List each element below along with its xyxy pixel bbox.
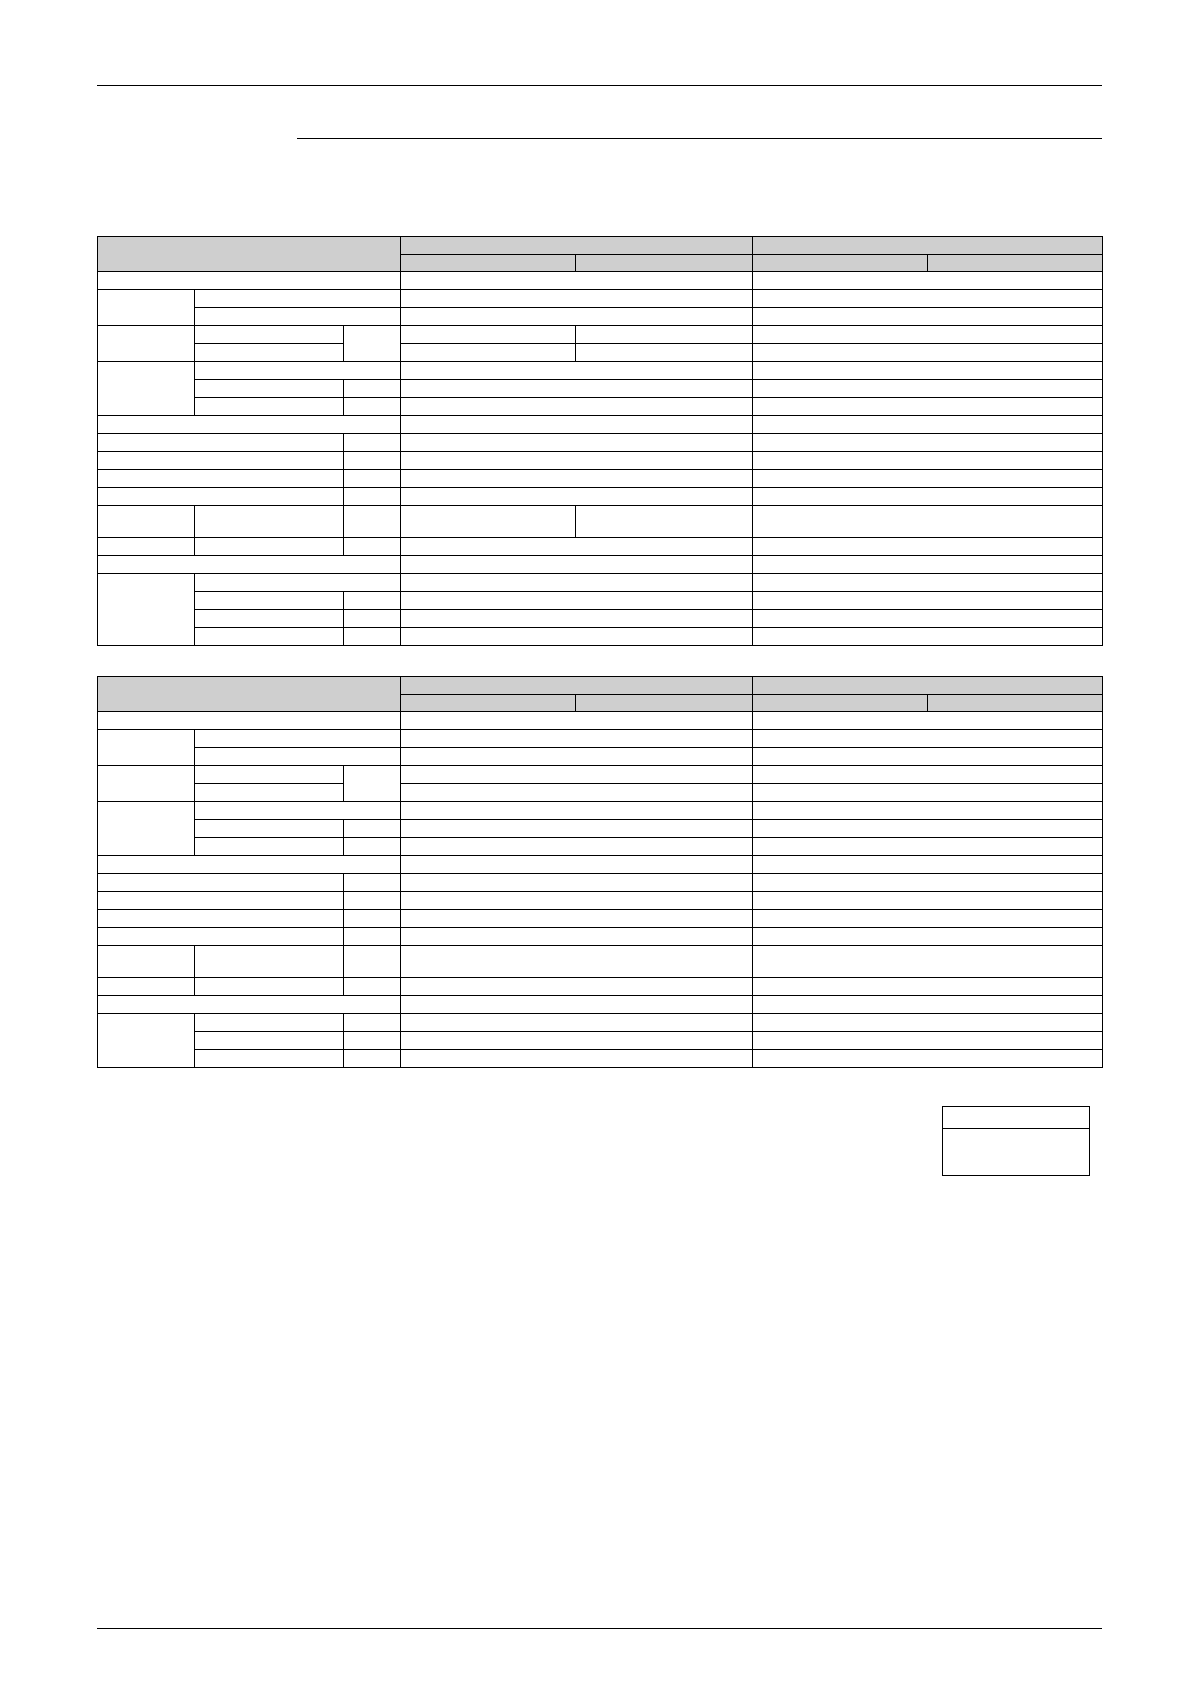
table-cell bbox=[576, 326, 753, 344]
table-cell bbox=[401, 1014, 753, 1032]
table-row bbox=[98, 308, 1103, 326]
table-row bbox=[98, 874, 1103, 892]
table-cell bbox=[401, 748, 753, 766]
table-cell bbox=[344, 874, 401, 892]
table-cell bbox=[401, 574, 753, 592]
table-cell bbox=[98, 978, 195, 996]
table-cell bbox=[98, 892, 344, 910]
column-group-1 bbox=[401, 237, 753, 255]
table-cell bbox=[344, 628, 401, 646]
table-cell bbox=[401, 538, 753, 556]
table-cell bbox=[401, 452, 753, 470]
table-row bbox=[98, 452, 1103, 470]
sub-column bbox=[928, 695, 1103, 712]
sub-column bbox=[576, 255, 753, 272]
table-cell bbox=[344, 538, 401, 556]
table-cell bbox=[401, 272, 753, 290]
table-row bbox=[98, 996, 1103, 1014]
column-group-1 bbox=[401, 677, 753, 695]
table-row bbox=[98, 326, 1103, 344]
table-cell bbox=[195, 1014, 344, 1032]
table-cell bbox=[98, 556, 401, 574]
footer-rule bbox=[97, 1628, 1102, 1629]
table-cell bbox=[401, 344, 576, 362]
table-row bbox=[98, 592, 1103, 610]
table-cell bbox=[401, 856, 753, 874]
table-cell bbox=[576, 344, 753, 362]
table-cell bbox=[98, 766, 195, 802]
table-cell bbox=[98, 362, 195, 416]
table-cell bbox=[753, 928, 1103, 946]
table-row bbox=[98, 628, 1103, 646]
table-cell bbox=[195, 290, 401, 308]
table-cell bbox=[401, 928, 753, 946]
table-row bbox=[98, 344, 1103, 362]
table-cell bbox=[753, 592, 1103, 610]
table-cell bbox=[401, 946, 753, 978]
table-cell bbox=[753, 628, 1103, 646]
table-cell bbox=[401, 416, 753, 434]
table-cell bbox=[98, 272, 401, 290]
table-row bbox=[98, 978, 1103, 996]
table-cell bbox=[98, 910, 344, 928]
table-cell bbox=[753, 1032, 1103, 1050]
table-row bbox=[98, 802, 1103, 820]
table-cell bbox=[195, 592, 344, 610]
table-cell bbox=[195, 1050, 344, 1068]
table-cell bbox=[344, 326, 401, 362]
table-cell bbox=[195, 362, 401, 380]
table-row bbox=[98, 856, 1103, 874]
table-cell bbox=[195, 506, 344, 538]
table-row bbox=[98, 362, 1103, 380]
table-row bbox=[98, 892, 1103, 910]
table-cell bbox=[98, 1014, 195, 1068]
table-cell bbox=[401, 996, 753, 1014]
table-row bbox=[98, 712, 1103, 730]
table-cell bbox=[98, 712, 401, 730]
table-cell bbox=[753, 784, 1103, 802]
table-cell bbox=[401, 1050, 753, 1068]
spec-table-1 bbox=[97, 236, 1103, 646]
table-cell bbox=[195, 308, 401, 326]
table-cell bbox=[401, 470, 753, 488]
table-row bbox=[98, 434, 1103, 452]
table-cell bbox=[401, 434, 753, 452]
table-cell bbox=[344, 434, 401, 452]
table-cell bbox=[401, 874, 753, 892]
table-cell bbox=[753, 802, 1103, 820]
header-rule bbox=[97, 85, 1102, 86]
table-cell bbox=[195, 748, 401, 766]
table-row bbox=[98, 380, 1103, 398]
table-cell bbox=[753, 1050, 1103, 1068]
table-row bbox=[98, 272, 1103, 290]
table-cell bbox=[401, 838, 753, 856]
sub-column bbox=[753, 695, 928, 712]
table-cell bbox=[98, 874, 344, 892]
table-cell bbox=[98, 290, 195, 326]
table-cell bbox=[344, 592, 401, 610]
table-cell bbox=[344, 838, 401, 856]
table-cell bbox=[753, 1014, 1103, 1032]
table-cell bbox=[195, 766, 344, 784]
table-cell bbox=[98, 996, 401, 1014]
note-box-title bbox=[943, 1107, 1089, 1129]
table-cell bbox=[753, 946, 1103, 978]
table-cell bbox=[344, 928, 401, 946]
table-cell bbox=[195, 838, 344, 856]
note-box-body bbox=[943, 1129, 1089, 1133]
table-row bbox=[98, 1014, 1103, 1032]
table-cell bbox=[344, 610, 401, 628]
table-cell bbox=[753, 978, 1103, 996]
table-cell bbox=[753, 892, 1103, 910]
table-cell bbox=[98, 434, 344, 452]
sub-column bbox=[753, 255, 928, 272]
table-cell bbox=[401, 326, 576, 344]
table-cell bbox=[344, 452, 401, 470]
table-cell bbox=[98, 416, 401, 434]
table-cell bbox=[195, 610, 344, 628]
table-cell bbox=[753, 452, 1103, 470]
table-cell bbox=[195, 538, 344, 556]
table-cell bbox=[401, 730, 753, 748]
table-row bbox=[98, 784, 1103, 802]
table-row bbox=[98, 910, 1103, 928]
table-row bbox=[98, 1032, 1103, 1050]
sub-column bbox=[928, 255, 1103, 272]
table-cell bbox=[401, 592, 753, 610]
table-cell bbox=[195, 946, 344, 978]
table-cell bbox=[344, 398, 401, 416]
note-box bbox=[942, 1106, 1090, 1176]
table-cell bbox=[753, 506, 1103, 538]
table-cell bbox=[195, 978, 344, 996]
table-cell bbox=[195, 802, 401, 820]
table-cell bbox=[344, 910, 401, 928]
table-cell bbox=[753, 416, 1103, 434]
table-cell bbox=[195, 820, 344, 838]
header-label-cell bbox=[98, 677, 401, 712]
table-row bbox=[98, 928, 1103, 946]
sub-column bbox=[576, 695, 753, 712]
table-cell bbox=[98, 470, 344, 488]
table-cell bbox=[753, 730, 1103, 748]
table-cell bbox=[753, 344, 1103, 362]
table-row bbox=[98, 610, 1103, 628]
table-cell bbox=[344, 488, 401, 506]
table-cell bbox=[753, 820, 1103, 838]
table-cell bbox=[401, 820, 753, 838]
table-cell bbox=[344, 978, 401, 996]
table-cell bbox=[98, 928, 344, 946]
table-cell bbox=[401, 628, 753, 646]
table-cell bbox=[753, 380, 1103, 398]
table-row bbox=[98, 416, 1103, 434]
section-title-underline bbox=[297, 138, 1102, 139]
table-cell bbox=[753, 470, 1103, 488]
table-cell bbox=[753, 556, 1103, 574]
table-cell bbox=[753, 874, 1103, 892]
table-cell bbox=[344, 946, 401, 978]
table-cell bbox=[401, 910, 753, 928]
table-row bbox=[98, 730, 1103, 748]
table-cell bbox=[401, 892, 753, 910]
sub-column bbox=[401, 695, 576, 712]
table-cell bbox=[753, 712, 1103, 730]
table-cell bbox=[195, 574, 401, 592]
table-cell bbox=[753, 574, 1103, 592]
table-cell bbox=[98, 574, 195, 646]
table-cell bbox=[98, 538, 195, 556]
table-cell bbox=[195, 628, 344, 646]
table-row bbox=[98, 838, 1103, 856]
table-cell bbox=[401, 506, 576, 538]
table-cell bbox=[98, 488, 344, 506]
table-row bbox=[98, 506, 1103, 538]
table-cell bbox=[98, 946, 195, 978]
table-cell bbox=[753, 272, 1103, 290]
table-cell bbox=[401, 488, 753, 506]
table-cell bbox=[753, 434, 1103, 452]
table-cell bbox=[753, 996, 1103, 1014]
table-cell bbox=[401, 1032, 753, 1050]
table-row bbox=[98, 748, 1103, 766]
column-group-2 bbox=[753, 237, 1103, 255]
table-cell bbox=[344, 1032, 401, 1050]
table-cell bbox=[195, 730, 401, 748]
table-cell bbox=[344, 820, 401, 838]
table-row bbox=[98, 538, 1103, 556]
table-cell bbox=[753, 308, 1103, 326]
table-row bbox=[98, 574, 1103, 592]
table-cell bbox=[401, 978, 753, 996]
table-cell bbox=[753, 838, 1103, 856]
table-cell bbox=[401, 610, 753, 628]
table-cell bbox=[401, 362, 753, 380]
table-row bbox=[98, 290, 1103, 308]
table-cell bbox=[195, 380, 344, 398]
table-cell bbox=[753, 326, 1103, 344]
table-cell bbox=[344, 506, 401, 538]
table-header-row bbox=[98, 237, 1103, 255]
header-label-cell bbox=[98, 237, 401, 272]
table-cell bbox=[401, 398, 753, 416]
table-cell bbox=[344, 1050, 401, 1068]
table-cell bbox=[344, 1014, 401, 1032]
column-group-2 bbox=[753, 677, 1103, 695]
table-cell bbox=[576, 506, 753, 538]
table-cell bbox=[98, 802, 195, 856]
table-cell bbox=[753, 856, 1103, 874]
table-cell bbox=[98, 506, 195, 538]
table-cell bbox=[753, 910, 1103, 928]
table-cell bbox=[98, 452, 344, 470]
spec-table-2 bbox=[97, 676, 1103, 1068]
table-cell bbox=[195, 784, 344, 802]
table-cell bbox=[753, 398, 1103, 416]
table-row bbox=[98, 398, 1103, 416]
table-cell bbox=[753, 488, 1103, 506]
table-cell bbox=[195, 1032, 344, 1050]
table-cell bbox=[98, 730, 195, 766]
table-row bbox=[98, 470, 1103, 488]
table-row bbox=[98, 946, 1103, 978]
table-cell bbox=[344, 380, 401, 398]
table-cell bbox=[195, 398, 344, 416]
table-cell bbox=[401, 308, 753, 326]
table-row bbox=[98, 488, 1103, 506]
table-cell bbox=[753, 748, 1103, 766]
table-cell bbox=[753, 538, 1103, 556]
table-cell bbox=[753, 610, 1103, 628]
table-cell bbox=[401, 802, 753, 820]
table-cell bbox=[753, 362, 1103, 380]
table-cell bbox=[344, 892, 401, 910]
table-cell bbox=[401, 784, 753, 802]
table-cell bbox=[401, 556, 753, 574]
table-cell bbox=[401, 380, 753, 398]
table-row bbox=[98, 556, 1103, 574]
table-cell bbox=[98, 856, 401, 874]
table-cell bbox=[753, 766, 1103, 784]
table-cell bbox=[401, 290, 753, 308]
table-cell bbox=[344, 766, 401, 802]
table-row bbox=[98, 766, 1103, 784]
table-row bbox=[98, 1050, 1103, 1068]
table-cell bbox=[753, 290, 1103, 308]
table-cell bbox=[195, 326, 344, 344]
table-cell bbox=[401, 712, 753, 730]
table-cell bbox=[98, 326, 195, 362]
sub-column bbox=[401, 255, 576, 272]
table-cell bbox=[401, 766, 753, 784]
table-cell bbox=[195, 344, 344, 362]
table-row bbox=[98, 820, 1103, 838]
table-header-row bbox=[98, 677, 1103, 695]
table-cell bbox=[344, 470, 401, 488]
